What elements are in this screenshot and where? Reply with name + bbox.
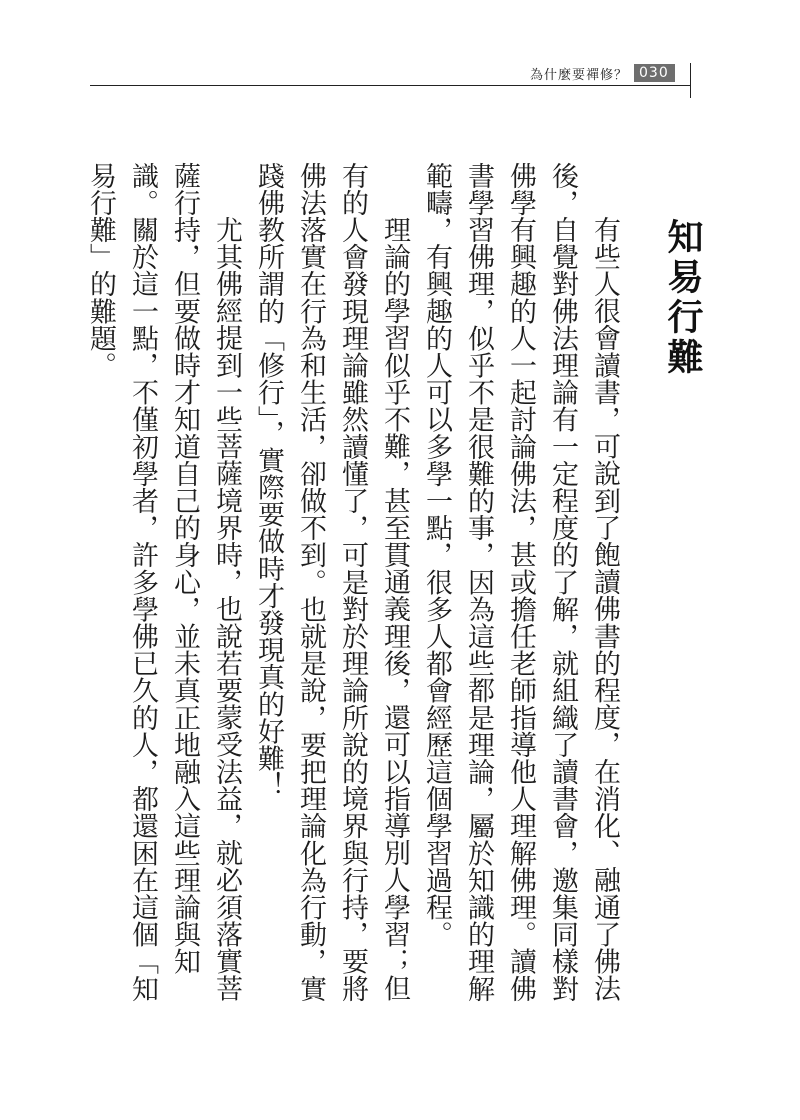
body-text <box>85 162 625 1022</box>
running-header <box>530 63 675 83</box>
paragraph: 理論的學習似乎不難，甚至貫通義理後，還可以指導別人學習；但有的人會發現理論雖然讀懂了，可是對於理論所說的境界與行持，要將佛法落實在行為和生活，卻做不到。也就是說，要把理論化為行動，實踐佛教所謂的「修行」，實際要做時才發現真的好難！ <box>253 162 410 1003</box>
page-number: 030 <box>634 64 675 82</box>
paragraph: 尤其佛經提到一些菩薩境界時，也說若要蒙受法益，就必須落實菩薩行持，但要做時才知道自己的身心，並未真正地融入這些理論與知識。關於這一點，不僅初學者，許多學佛已久的人，都還困在這個「知易行難」的難題。 <box>85 162 242 1003</box>
paragraph: 有些人很會讀書，可說到了飽讀佛書的程度，在消化、融通了佛法後，自覺對佛法理論有一定程度的了解，就組織了讀書會，邀集同樣對佛學有興趣的人一起討論佛法，甚或擔任老師指導他人理解佛理。讀佛書學習佛理，似乎不是很難的事，因為這些都是理論，屬於知識的理解範疇，有興趣的人可以多學一點，很多人都會經歷這個學習過程。 <box>421 162 620 1003</box>
section-heading: 知易行難 <box>662 218 704 378</box>
header-rule <box>90 85 691 86</box>
running-title: 為什麼要禪修？ <box>530 67 629 83</box>
header-tick <box>690 63 691 98</box>
